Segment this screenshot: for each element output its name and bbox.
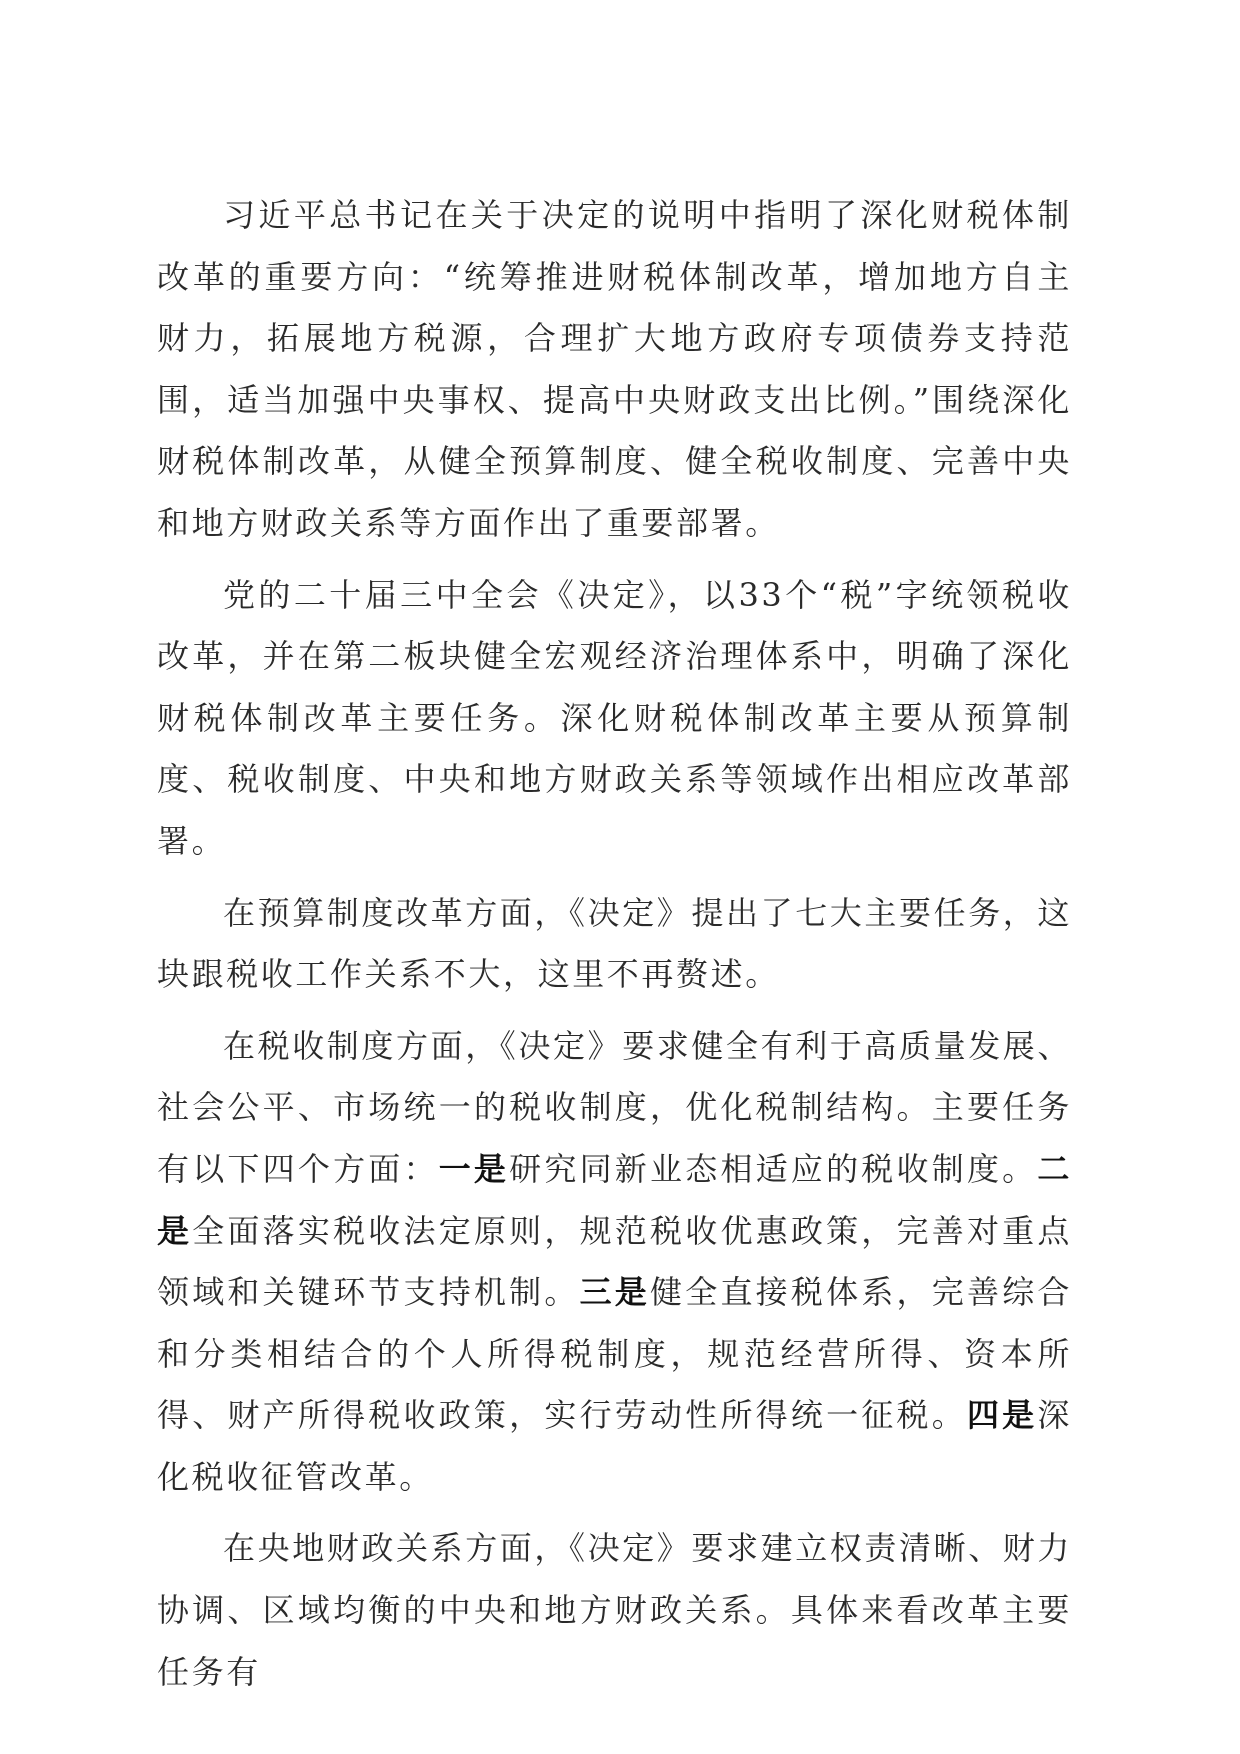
paragraph-text: 在央地财政关系方面，《决定》要求建立权责清晰、财力协调、区域均衡的中央和地方财政关系。具体来看改革主要任务有: [157, 1529, 1073, 1691]
bold-marker-second: 二是: [157, 1149, 1072, 1250]
paragraph-budget-tax-direction: [157, 185, 1072, 555]
paragraph-text: 在预算制度改革方面，《决定》提出了七大主要任务，这块跟税收工作关系不大，这里不再赘述。: [157, 893, 1073, 994]
paragraph-text: 党的二十届三中全会《决定》，以33个“税”字统领税收改革，并在第二板块健全宏观经济治理体系中，明确了深化财税体制改革主要任务。深化财税体制改革主要从预算制度、税收制度、中央和地方财政关系等领域作出相应改革部署。: [157, 575, 1072, 860]
bold-marker-third: 三是: [579, 1273, 651, 1312]
paragraph-third-plenum-decision: [157, 565, 1072, 873]
paragraph-text: 健全直接税体系，完善综合和分类相结合的个人所得税制度，规范经营所得、资本所得、财产所得税收政策，实行劳动性所得统一征税。: [157, 1273, 1073, 1435]
paragraph-text: 研究同新业态相适应的税收制度。: [509, 1149, 1038, 1188]
paragraph-text: 全面落实税收法定原则，规范税收优惠政策，完善对重点领域和关键环节支持机制。: [157, 1211, 1072, 1312]
paragraph-text: 在税收制度方面，《决定》要求健全有利于高质量发展、社会公平、市场统一的税收制度，优化税制结构。主要任务有以下四个方面：: [157, 1026, 1073, 1188]
paragraph-central-local-relations: [157, 1518, 1072, 1703]
bold-marker-fourth: 四是: [966, 1396, 1038, 1435]
paragraph-text: 深化税收征管改革。: [157, 1396, 1072, 1496]
paragraph-tax-system: [157, 1016, 1072, 1509]
paragraph-budget-system: [157, 883, 1072, 1006]
paragraph-text: 习近平总书记在关于决定的说明中指明了深化财税体制改革的重要方向：“统筹推进财税体制改革，增加地方自主财力，拓展地方税源，合理扩大地方政府专项债券支持范围，适当加强中央事权、提高中央财政支出比例。”围绕深化财税体制改革，从健全预算制度、健全税收制度、完善中央和地方财政关系等方面作出了重要部署。: [157, 196, 1072, 542]
bold-marker-first: 一是: [438, 1149, 510, 1188]
document-body: [157, 185, 1072, 1703]
